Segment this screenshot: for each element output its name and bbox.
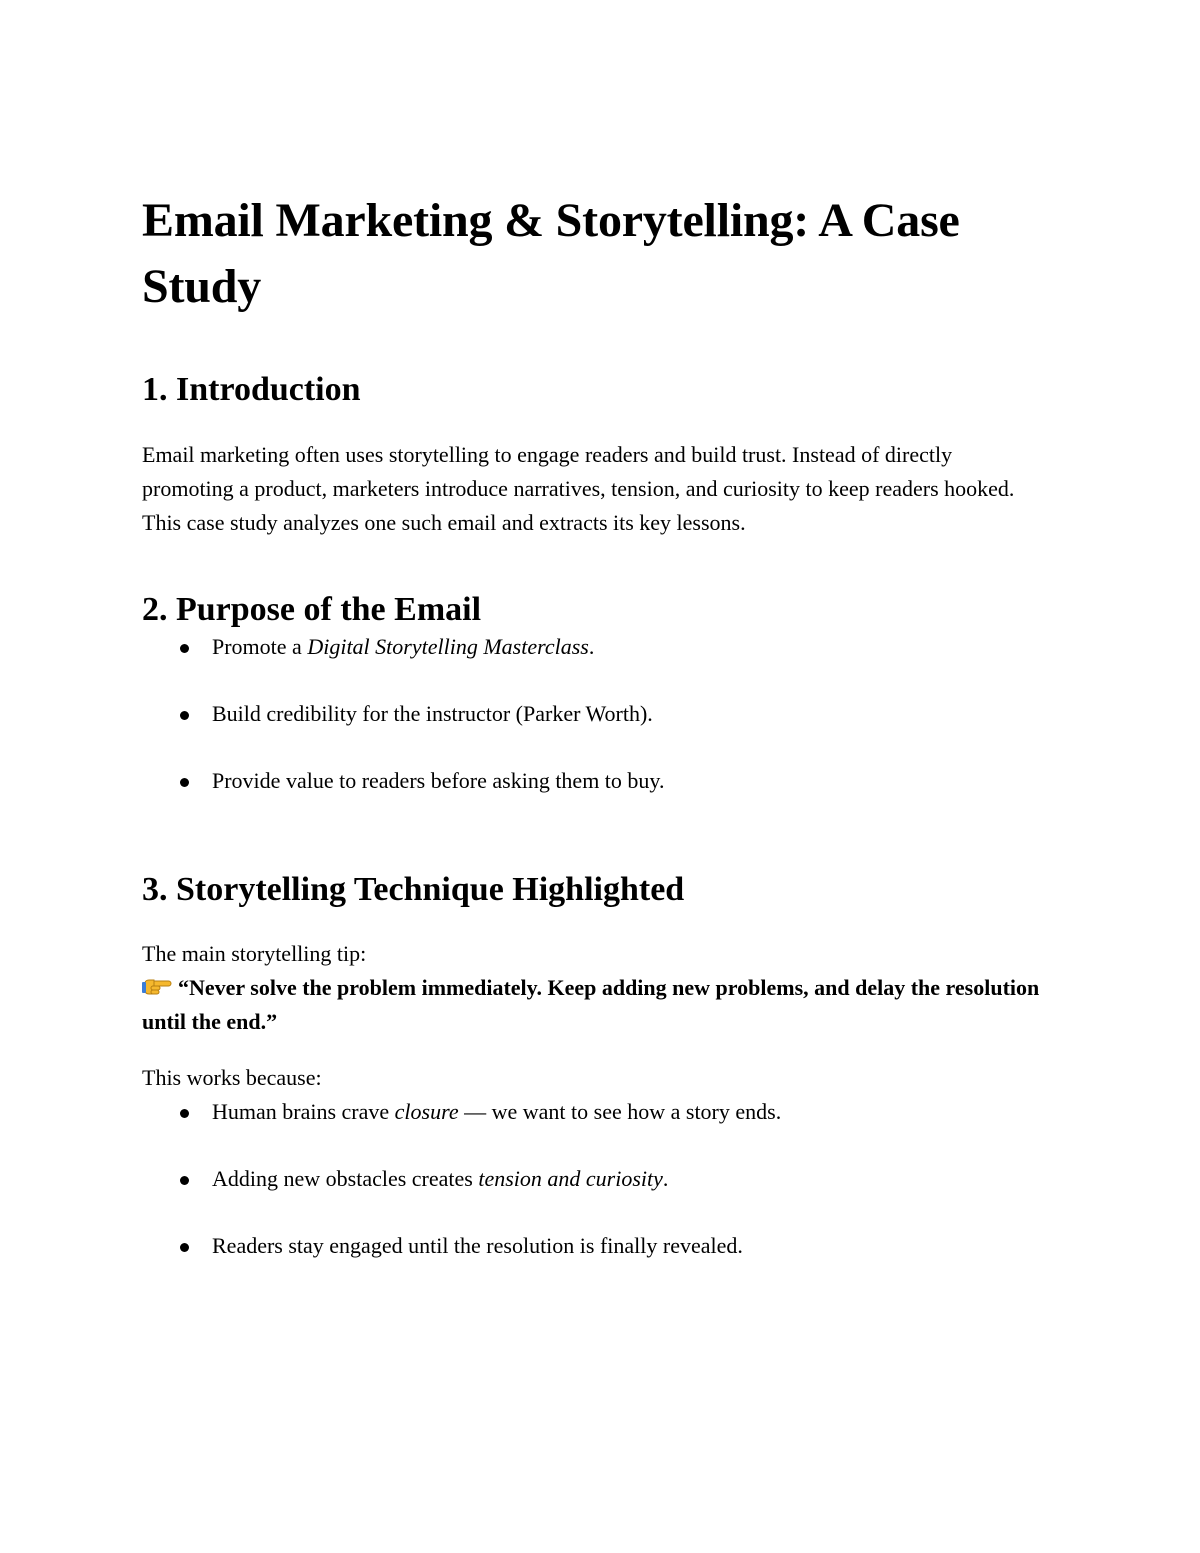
document-title: Email Marketing & Storytelling: A Case Study	[142, 194, 960, 313]
list-item-text-pre: Human brains crave	[212, 1099, 395, 1124]
section-heading-introduction: 1. Introduction	[142, 371, 361, 408]
list-item-text: Readers stay engaged until the resolution is finally revealed.	[212, 1233, 743, 1258]
tip-paragraph	[142, 937, 1042, 1039]
list-item-text-post: — we want to see how a story ends.	[458, 1099, 782, 1124]
tip-quote: “Never solve the problem immediately. Keep adding new problems, and delay the resolution until the end.”	[142, 975, 1040, 1034]
bullet-icon	[180, 711, 189, 720]
bullet-icon	[180, 1109, 189, 1118]
section-heading-technique: 3. Storytelling Technique Highlighted	[142, 871, 685, 908]
bullet-icon	[180, 1243, 189, 1252]
works-because-label: This works because:	[142, 1065, 322, 1090]
list-item-emphasis: closure	[394, 1099, 459, 1124]
list-item-emphasis: Digital Storytelling Masterclass	[307, 634, 589, 659]
pointing-hand-icon	[142, 974, 172, 998]
list-item	[142, 764, 1042, 798]
list-item-emphasis: tension and curiosity	[478, 1166, 663, 1191]
bullet-icon	[180, 778, 189, 787]
list-item	[142, 1095, 1042, 1129]
section-heading-purpose: 2. Purpose of the Email	[142, 591, 482, 628]
list-item-text: Build credibility for the instructor (Parker Worth).	[212, 701, 653, 726]
introduction-paragraph: Email marketing often uses storytelling to engage readers and build trust. Instead of directly promoting a product, marketers introduce narratives, tension, and curiosity to keep readers hooked. This case study analyzes one such email and extracts its key lessons.	[142, 442, 1015, 535]
bullet-icon	[180, 644, 189, 653]
list-item	[142, 1229, 1042, 1263]
list-item-text-post: .	[662, 1166, 669, 1191]
reasons-list	[142, 1095, 1042, 1263]
list-item	[142, 1162, 1042, 1196]
list-item-text: Provide value to readers before asking them to buy.	[212, 768, 665, 793]
tip-lead-text: The main storytelling tip:	[142, 941, 367, 966]
list-item-text-pre: Adding new obstacles creates	[212, 1166, 479, 1191]
list-item	[142, 630, 1042, 664]
list-item-text-post: .	[588, 634, 595, 659]
list-item-text-pre: Promote a	[212, 634, 308, 659]
list-item	[142, 697, 1042, 731]
bullet-icon	[180, 1176, 189, 1185]
document-page	[142, 188, 1042, 1263]
purpose-list	[142, 630, 1042, 798]
